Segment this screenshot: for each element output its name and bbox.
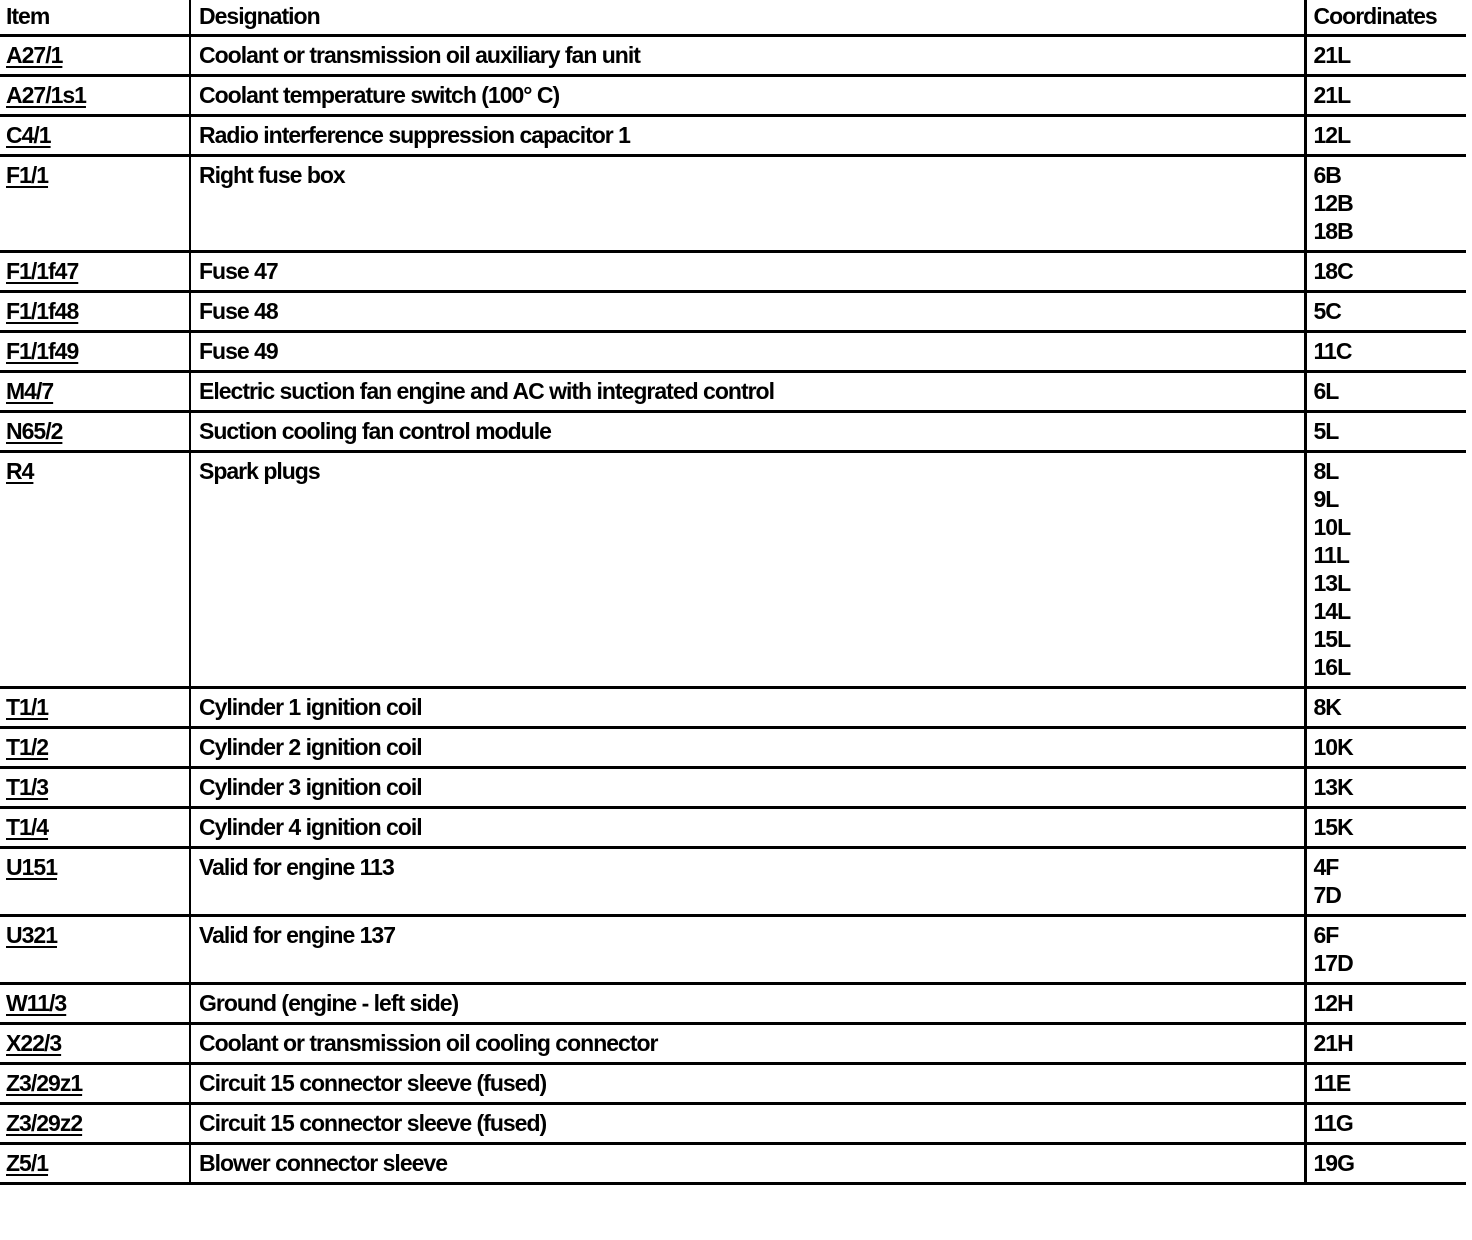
coordinate-value: 18B: [1313, 218, 1353, 244]
coordinates-cell: [1305, 1024, 1466, 1064]
coordinate-value: 15L: [1313, 626, 1351, 652]
coordinate-value: 17D: [1313, 950, 1353, 976]
item-link[interactable]: Z3/29z1: [6, 1070, 83, 1096]
designation-cell: Coolant or transmission oil auxiliary fan unit: [190, 36, 1305, 76]
coordinates-cell: [1305, 848, 1466, 916]
table-row: [0, 728, 1466, 768]
coordinate-value: 10K: [1313, 734, 1353, 760]
item-cell: [0, 76, 190, 116]
coordinates-cell: [1305, 156, 1466, 252]
coordinate-value: 21H: [1313, 1030, 1353, 1056]
designation-cell: Coolant or transmission oil cooling connector: [190, 1024, 1305, 1064]
item-link[interactable]: C4/1: [6, 122, 51, 148]
table-row: [0, 252, 1466, 292]
table-row: [0, 768, 1466, 808]
column-header-designation: Designation: [190, 0, 1305, 36]
item-link[interactable]: M4/7: [6, 378, 54, 404]
designation-cell: Circuit 15 connector sleeve (fused): [190, 1064, 1305, 1104]
coordinate-value: 11L: [1313, 542, 1349, 568]
table-body: [0, 36, 1466, 1184]
item-cell: [0, 768, 190, 808]
table-row: [0, 452, 1466, 688]
item-cell: [0, 728, 190, 768]
item-cell: [0, 452, 190, 688]
coordinate-value: 16L: [1313, 654, 1351, 680]
coordinate-value: 5C: [1313, 298, 1341, 324]
coordinates-cell: [1305, 372, 1466, 412]
designation-cell: Coolant temperature switch (100° C): [190, 76, 1305, 116]
coordinates-cell: [1305, 36, 1466, 76]
coordinates-cell: [1305, 1064, 1466, 1104]
item-cell: [0, 332, 190, 372]
coordinate-value: 11C: [1313, 338, 1352, 364]
item-link[interactable]: F1/1: [6, 162, 49, 188]
item-link[interactable]: U321: [6, 922, 57, 948]
coordinate-value: 15K: [1313, 814, 1353, 840]
coordinate-value: 19G: [1313, 1150, 1354, 1176]
designation-cell: Electric suction fan engine and AC with integrated control: [190, 372, 1305, 412]
item-link[interactable]: W11/3: [6, 990, 67, 1016]
coordinates-cell: [1305, 768, 1466, 808]
coordinate-value: 11E: [1313, 1070, 1351, 1096]
table-row: [0, 372, 1466, 412]
coordinate-value: 9L: [1313, 486, 1339, 512]
table-row: [0, 808, 1466, 848]
item-cell: [0, 156, 190, 252]
item-cell: [0, 292, 190, 332]
table-row: [0, 36, 1466, 76]
item-link[interactable]: Z5/1: [6, 1150, 49, 1176]
designation-cell: Right fuse box: [190, 156, 1305, 252]
item-link[interactable]: A27/1: [6, 42, 63, 68]
coordinate-value: 21L: [1313, 42, 1351, 68]
designation-cell: Cylinder 1 ignition coil: [190, 688, 1305, 728]
table-row: [0, 916, 1466, 984]
table-row: [0, 292, 1466, 332]
coordinate-value: 8K: [1313, 694, 1341, 720]
coordinate-value: 13K: [1313, 774, 1353, 800]
table-row: [0, 688, 1466, 728]
item-cell: [0, 412, 190, 452]
designation-cell: Cylinder 4 ignition coil: [190, 808, 1305, 848]
item-link[interactable]: T1/1: [6, 694, 49, 720]
item-cell: [0, 808, 190, 848]
header-row: [0, 0, 1466, 36]
item-link[interactable]: N65/2: [6, 418, 63, 444]
item-link[interactable]: X22/3: [6, 1030, 62, 1056]
coordinates-cell: [1305, 984, 1466, 1024]
coordinate-value: 8L: [1313, 458, 1339, 484]
designation-cell: Suction cooling fan control module: [190, 412, 1305, 452]
coordinate-value: 11G: [1313, 1110, 1353, 1136]
item-cell: [0, 916, 190, 984]
table-row: [0, 848, 1466, 916]
designation-cell: Valid for engine 137: [190, 916, 1305, 984]
table-row: [0, 1104, 1466, 1144]
coordinate-value: 12B: [1313, 190, 1353, 216]
item-cell: [0, 1104, 190, 1144]
coordinates-cell: [1305, 116, 1466, 156]
coordinate-value: 13L: [1313, 570, 1351, 596]
coordinate-value: 21L: [1313, 82, 1351, 108]
table-row: [0, 332, 1466, 372]
coordinate-value: 10L: [1313, 514, 1351, 540]
designation-cell: Ground (engine - left side): [190, 984, 1305, 1024]
table-row: [0, 984, 1466, 1024]
coordinates-cell: [1305, 916, 1466, 984]
item-link[interactable]: F1/1f48: [6, 298, 79, 324]
designation-cell: Cylinder 3 ignition coil: [190, 768, 1305, 808]
item-cell: [0, 116, 190, 156]
coordinates-cell: [1305, 252, 1466, 292]
designation-cell: Valid for engine 113: [190, 848, 1305, 916]
table-row: [0, 412, 1466, 452]
coordinates-cell: [1305, 292, 1466, 332]
item-link[interactable]: T1/3: [6, 774, 49, 800]
designation-cell: Fuse 49: [190, 332, 1305, 372]
table-row: [0, 1064, 1466, 1104]
designation-cell: Fuse 48: [190, 292, 1305, 332]
coordinate-value: 5L: [1313, 418, 1339, 444]
coordinate-value: 6B: [1313, 162, 1341, 188]
item-cell: [0, 848, 190, 916]
coordinates-cell: [1305, 452, 1466, 688]
item-link[interactable]: T1/2: [6, 734, 49, 760]
item-link[interactable]: U151: [6, 854, 57, 880]
item-cell: [0, 36, 190, 76]
item-cell: [0, 688, 190, 728]
coordinate-value: 7D: [1313, 882, 1341, 908]
coordinate-value: 18C: [1313, 258, 1353, 284]
coordinates-cell: [1305, 808, 1466, 848]
coordinates-cell: [1305, 76, 1466, 116]
item-link[interactable]: A27/1s1: [6, 82, 86, 108]
item-link[interactable]: Z3/29z2: [6, 1110, 83, 1136]
table-row: [0, 76, 1466, 116]
item-cell: [0, 1024, 190, 1064]
designation-cell: Radio interference suppression capacitor 1: [190, 116, 1305, 156]
coordinate-value: 6L: [1313, 378, 1339, 404]
table-row: [0, 1144, 1466, 1184]
coordinate-value: 14L: [1313, 598, 1351, 624]
table-row: [0, 1024, 1466, 1064]
table-row: [0, 116, 1466, 156]
coordinate-value: 12H: [1313, 990, 1353, 1016]
column-header-item: Item: [0, 0, 190, 36]
coordinates-cell: [1305, 412, 1466, 452]
designation-cell: Cylinder 2 ignition coil: [190, 728, 1305, 768]
table-row: [0, 156, 1466, 252]
item-cell: [0, 984, 190, 1024]
item-cell: [0, 372, 190, 412]
coordinates-cell: [1305, 728, 1466, 768]
coordinates-cell: [1305, 1144, 1466, 1184]
coordinate-value: 4F: [1313, 854, 1339, 880]
designation-cell: Circuit 15 connector sleeve (fused): [190, 1104, 1305, 1144]
item-link[interactable]: F1/1f49: [6, 338, 79, 364]
item-cell: [0, 252, 190, 292]
coordinates-cell: [1305, 1104, 1466, 1144]
item-cell: [0, 1064, 190, 1104]
item-link[interactable]: R4: [6, 458, 34, 484]
designation-cell: Blower connector sleeve: [190, 1144, 1305, 1184]
item-link[interactable]: T1/4: [6, 814, 49, 840]
coordinates-cell: [1305, 688, 1466, 728]
column-header-coordinates: Coordinates: [1305, 0, 1466, 36]
item-cell: [0, 1144, 190, 1184]
designation-cell: Fuse 47: [190, 252, 1305, 292]
item-link[interactable]: F1/1f47: [6, 258, 79, 284]
coordinates-cell: [1305, 332, 1466, 372]
coordinate-value: 12L: [1313, 122, 1351, 148]
designation-cell: Spark plugs: [190, 452, 1305, 688]
coordinate-value: 6F: [1313, 922, 1339, 948]
